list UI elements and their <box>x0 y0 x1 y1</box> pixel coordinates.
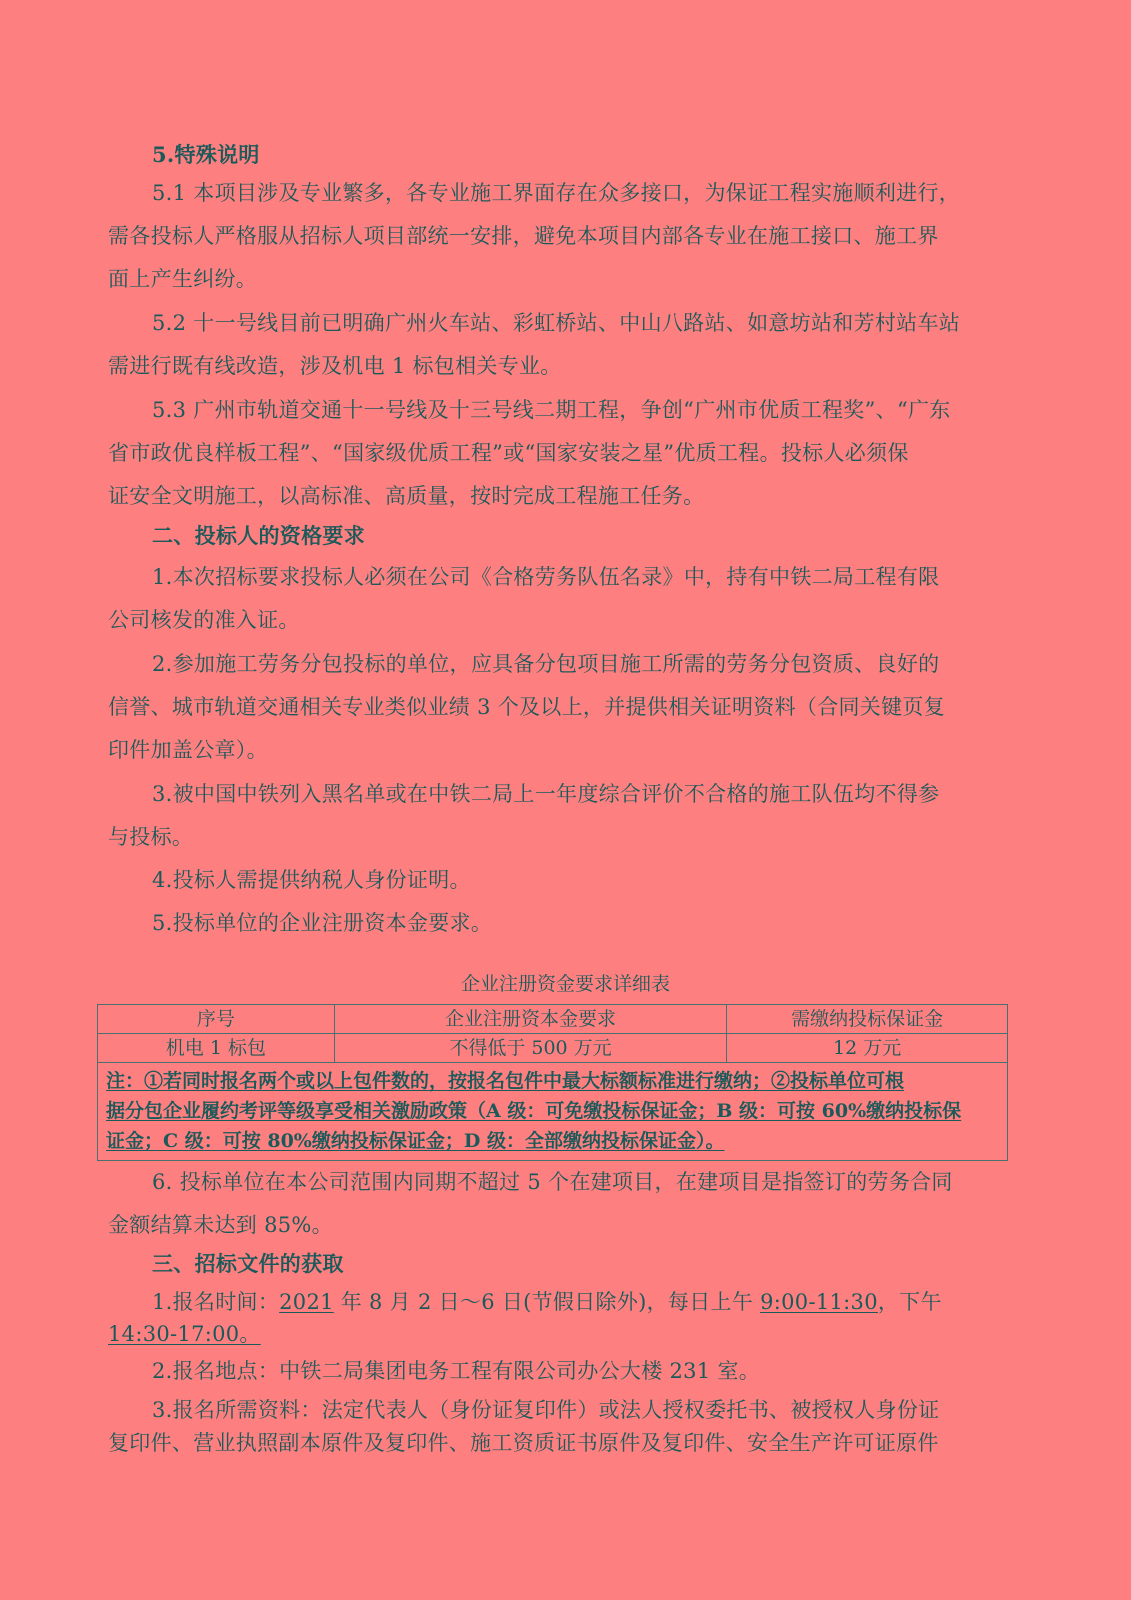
para-5-2-line: 5.2 十一号线目前已明确广州火车站、彩虹桥站、中山八路站、如意坊站和芳村站车站 <box>152 311 961 335</box>
registration-year: 2021 <box>279 1290 334 1314</box>
table-note-line: 据分包企业履约考评等级享受相关激励政策（A 级：可免缴投标保证金；B 级：可按 60%缴纳投标保 <box>106 1100 962 1122</box>
table-caption: 企业注册资金要求详细表 <box>460 973 670 995</box>
para-5-3-line: 证安全文明施工，以高标准、高质量，按时完成工程施工任务。 <box>108 484 705 508</box>
para-5-1-line: 需各投标人严格服从招标人项目部统一安排，避免本项目内部各专业在施工接口、施工界 <box>108 224 939 248</box>
req-2-line: 信誉、城市轨道交通相关专业类似业绩 3 个及以上，并提供相关证明资料（合同关键页复 <box>108 695 946 719</box>
section-3-title: 三、招标文件的获取 <box>152 1251 344 1276</box>
req-6-line: 6. 投标单位在本公司范围内同期不超过 5 个在建项目，在建项目是指签订的劳务合同 <box>152 1170 953 1194</box>
para-5-3-line: 5.3 广州市轨道交通十一号线及十三号线二期工程，争创“广州市优质工程奖”、“广东 <box>152 398 951 422</box>
table-header-cell: 序号 <box>98 1005 335 1034</box>
registration-date-range: 年 8 月 2 日～6 日(节假日除外)，每日上午 <box>333 1290 761 1314</box>
capital-requirement-table <box>97 1004 1008 1161</box>
table-note <box>98 1063 1008 1161</box>
req-1-line: 公司核发的准入证。 <box>108 608 300 632</box>
table-note-line: 注：①若同时报名两个或以上包件数的，按报名包件中最大标额标准进行缴纳；②投标单位可根 <box>106 1070 905 1092</box>
registration-place-line: 2.报名地点：中铁二局集团电务工程有限公司办公大楼 231 室。 <box>152 1359 761 1383</box>
registration-am-hours: 9:00-11:30 <box>760 1290 878 1314</box>
req-2-line: 印件加盖公章）。 <box>108 738 268 762</box>
req-5-line: 5.投标单位的企业注册资本金要求。 <box>152 911 493 935</box>
section-2-title: 二、投标人的资格要求 <box>152 523 365 548</box>
req-4-line: 4.投标人需提供纳税人身份证明。 <box>152 868 471 892</box>
table-header-cell: 企业注册资本金要求 <box>334 1005 727 1034</box>
table-cell: 不得低于 500 万元 <box>334 1034 727 1063</box>
registration-time-line-2 <box>108 1320 1008 1348</box>
req-6-line: 金额结算未达到 85%。 <box>108 1213 333 1237</box>
para-5-3-line: 省市政优良样板工程”、“国家级优质工程”或“国家安装之星”优质工程。投标人必须保 <box>108 441 909 465</box>
para-5-2-line: 需进行既有线改造，涉及机电 1 标包相关专业。 <box>108 354 562 378</box>
req-2-line: 2.参加施工劳务分包投标的单位，应具备分包项目施工所需的劳务分包资质、良好的 <box>152 652 940 676</box>
req-3-line: 与投标。 <box>108 825 194 849</box>
table-note-row <box>98 1063 1008 1161</box>
table-note-line: 证金；C 级：可按 80%缴纳投标保证金；D 级：全部缴纳投标保证金）。 <box>106 1130 725 1152</box>
table-cell: 机电 1 标包 <box>98 1034 335 1063</box>
registration-time-line <box>152 1288 1052 1316</box>
para-5-1-line: 面上产生纠纷。 <box>108 267 258 291</box>
registration-docs-line: 复印件、营业执照副本原件及复印件、施工资质证书原件及复印件、安全生产许可证原件 <box>108 1431 939 1455</box>
registration-time-label: 1.报名时间： <box>152 1290 280 1314</box>
table-header-row <box>98 1005 1008 1034</box>
para-5-1-line: 5.1 本项目涉及专业繁多，各专业施工界面存在众多接口，为保证工程实施顺利进行， <box>152 181 961 205</box>
table-cell: 12 万元 <box>727 1034 1008 1063</box>
registration-docs-line: 3.报名所需资料：法定代表人（身份证复印件）或法人授权委托书、被授权人身份证 <box>152 1398 940 1422</box>
registration-pm-hours: 14:30-17:00。 <box>108 1322 261 1346</box>
req-1-line: 1.本次招标要求投标人必须在公司《合格劳务队伍名录》中，持有中铁二局工程有限 <box>152 565 940 589</box>
section-5-title: 5.特殊说明 <box>152 142 260 167</box>
table-header-cell: 需缴纳投标保证金 <box>727 1005 1008 1034</box>
req-3-line: 3.被中国中铁列入黑名单或在中铁二局上一年度综合评价不合格的施工队伍均不得参 <box>152 782 940 806</box>
registration-pm-label: ，下午 <box>877 1290 942 1314</box>
table-row <box>98 1034 1008 1063</box>
